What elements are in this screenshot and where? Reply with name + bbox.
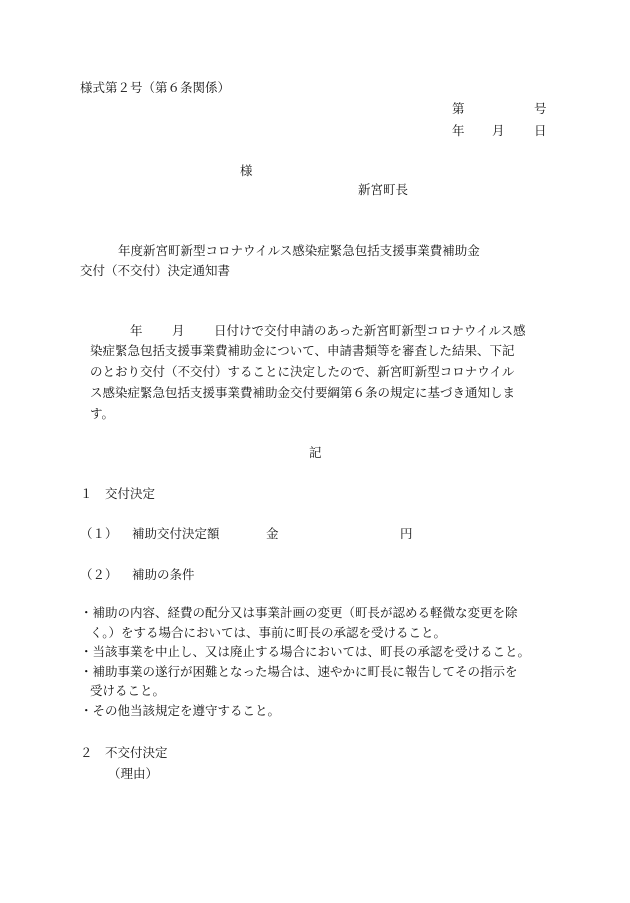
condition-4-line-1: ・その他当該規定を遵守すること。 xyxy=(80,702,281,718)
body-line-5: す。 xyxy=(90,406,115,421)
section-1-heading: １ 交付決定 xyxy=(80,486,156,501)
condition-1-line-2: く。）をする場合においては、事前に町長の承認を受けること。 xyxy=(90,624,447,640)
item-1-text: 補助交付決定額 xyxy=(132,526,220,541)
date-month: 月 xyxy=(492,123,505,138)
condition-3-line-1: ・補助事業の遂行が困難となった場合は、速やかに町長に報告してその指示を xyxy=(80,663,518,679)
item-1-label: （１） xyxy=(80,526,118,541)
item-2-text: 補助の条件 xyxy=(132,567,195,582)
section-2-reason: （理由） xyxy=(108,766,159,781)
issuer-name: 新宮町長 xyxy=(358,182,409,197)
body-line-1: 日付けで交付申請のあった新宮町新型コロナウイルス感 xyxy=(214,323,526,338)
conditions-list xyxy=(80,603,560,720)
body-line-4: ス感染症緊急包括支援事業費補助金交付要綱第６条の規定に基づき通知しま xyxy=(90,385,516,400)
body-date-month: 月 xyxy=(172,323,185,338)
form-label: 様式第２号（第６条関係） xyxy=(80,80,231,95)
doc-number-go: 号 xyxy=(534,101,547,116)
body-line-3: のとおり交付（不交付）することに決定したので、新宮町新型コロナウイル xyxy=(90,364,515,379)
section-2-heading: ２ 不交付決定 xyxy=(80,745,168,760)
item-2-label: （２） xyxy=(80,567,118,582)
ki-heading: 記 xyxy=(309,445,322,460)
title-line-1: 年度新宮町新型コロナウイルス感染症緊急包括支援事業費補助金 xyxy=(118,243,480,258)
condition-1-line-1: ・補助の内容、経費の配分又は事業計画の変更（町長が認める軽微な変更を除 xyxy=(80,605,518,620)
title-line-2: 交付（不交付）決定通知書 xyxy=(80,263,231,278)
condition-3-line-2: 受けること。 xyxy=(90,683,166,698)
doc-number-dai: 第 xyxy=(452,101,465,116)
addressee-suffix: 様 xyxy=(240,163,253,178)
item-1-en: 円 xyxy=(400,526,413,541)
body-date-year: 年 xyxy=(130,323,143,338)
date-day: 日 xyxy=(534,123,547,138)
item-1-kin: 金 xyxy=(266,526,279,541)
body-line-2: 染症緊急包括支援事業費補助金について、申請書類等を審査した結果、下記 xyxy=(90,343,515,358)
date-year: 年 xyxy=(452,123,465,138)
body-paragraph xyxy=(80,340,552,424)
condition-2-line-1: ・当該事業を中止し、又は廃止する場合においては、町長の承認を受けること。 xyxy=(80,644,531,659)
